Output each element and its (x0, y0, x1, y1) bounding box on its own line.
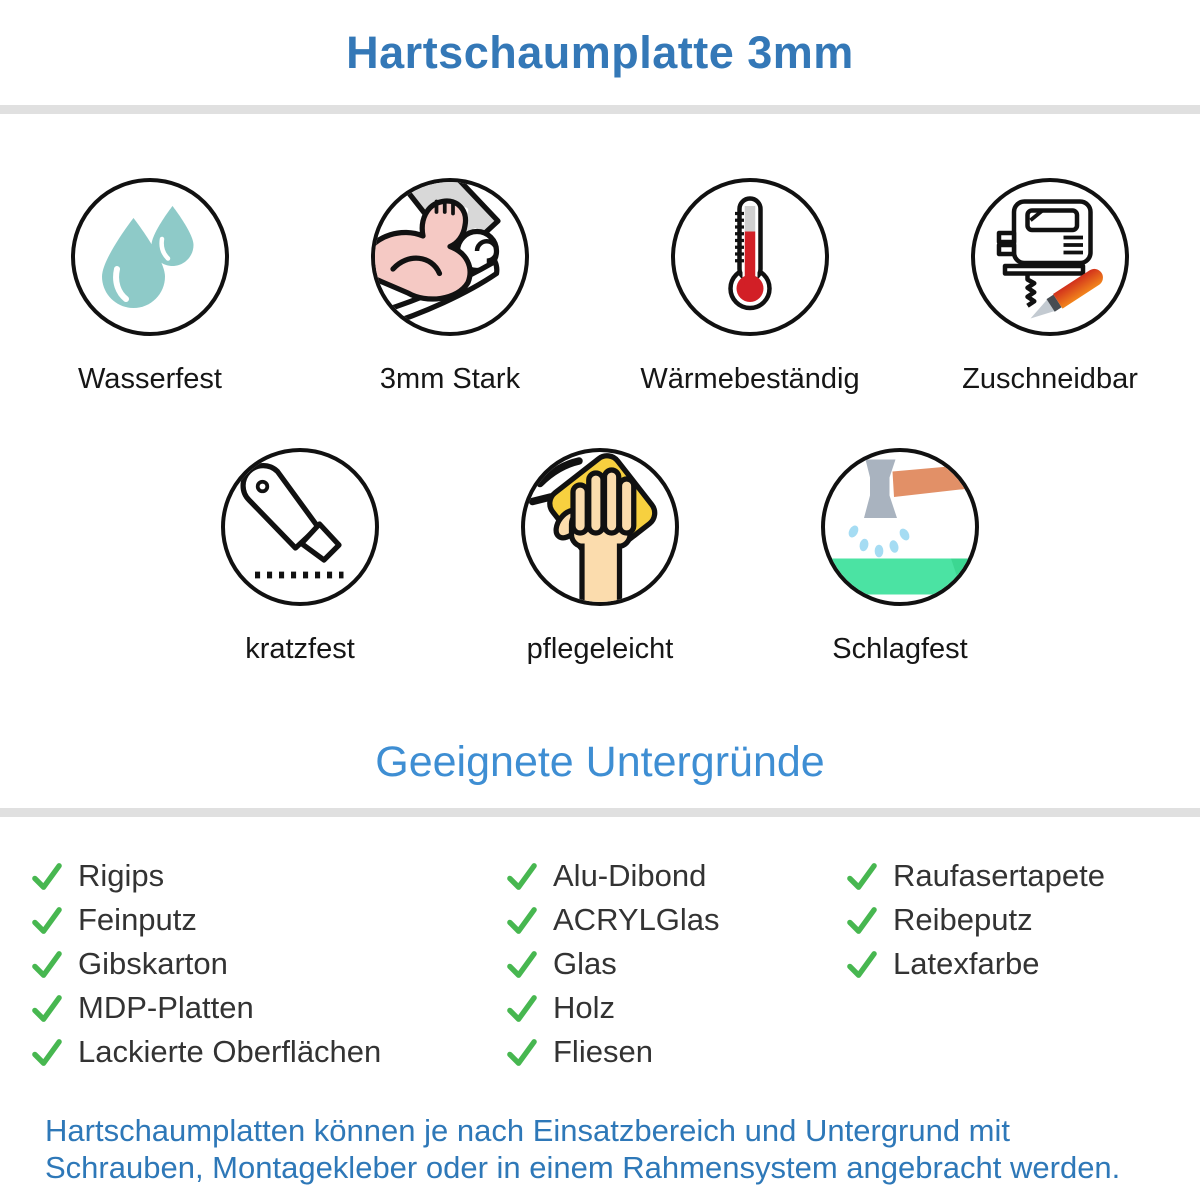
feature-label: 3mm Stark (379, 363, 521, 395)
substrate-label: ACRYLGlas (553, 902, 720, 937)
check-icon (30, 992, 63, 1025)
substrate-label: Raufasertapete (893, 858, 1105, 893)
feature-circle (821, 448, 979, 606)
feature-circle (671, 178, 829, 336)
substrate-item (30, 1030, 505, 1074)
check-icon (845, 948, 878, 981)
substrate-label: Glas (553, 946, 617, 981)
substrate-item (30, 898, 505, 942)
check-icon (505, 860, 538, 893)
page-title: Hartschaumplatte 3mm (346, 27, 854, 78)
substrate-label: Holz (553, 990, 616, 1025)
substrate-item (505, 1030, 845, 1074)
check-icon (505, 992, 538, 1025)
feature-label: pflegeleicht (526, 633, 674, 665)
feature-3mm-stark (300, 178, 600, 396)
substrate-column (30, 854, 505, 1074)
feature-label: Wärmebeständig (640, 363, 860, 395)
substrates-title: Geeignete Untergründe (375, 738, 825, 786)
substrate-label: Gibskarton (78, 946, 228, 981)
feature-schlagfest (790, 448, 1010, 666)
feature-circle (971, 178, 1129, 336)
check-icon (30, 860, 63, 893)
jigsaw-cutter-icon (975, 182, 1125, 332)
substrate-item (845, 942, 1200, 986)
substrates-columns (0, 854, 1200, 1074)
check-icon (30, 1036, 63, 1069)
substrate-item (505, 942, 845, 986)
substrate-label: Latexfarbe (893, 946, 1040, 981)
feature-waermebestaendig (600, 178, 900, 396)
feature-circle (521, 448, 679, 606)
substrate-column (505, 854, 845, 1074)
substrate-label: Rigips (78, 858, 165, 893)
utility-knife-icon (225, 452, 375, 602)
thermometer-icon (675, 182, 825, 332)
substrate-label: Fliesen (553, 1034, 653, 1069)
check-icon (845, 904, 878, 937)
divider (0, 105, 1200, 114)
substrate-item (845, 898, 1200, 942)
substrate-label: Alu-Dibond (553, 858, 707, 893)
check-icon (505, 1036, 538, 1069)
check-icon (845, 860, 878, 893)
substrate-label: Reibeputz (893, 902, 1033, 937)
feature-label: Zuschneidbar (962, 363, 1138, 395)
substrate-item (505, 986, 845, 1030)
substrate-column (845, 854, 1200, 1074)
substrate-item (30, 986, 505, 1030)
features-row-2 (190, 448, 1010, 666)
check-icon (30, 904, 63, 937)
substrate-label: Feinputz (78, 902, 197, 937)
feature-kratzfest (190, 448, 410, 666)
water-drops-icon (75, 182, 225, 332)
feature-label: Wasserfest (78, 363, 222, 395)
feature-circle (221, 448, 379, 606)
substrate-item (845, 854, 1200, 898)
substrate-item (30, 854, 505, 898)
check-icon (30, 948, 63, 981)
footer-note (0, 1112, 1200, 1186)
feature-label: Schlagfest (832, 633, 968, 665)
footer-note-line: Schrauben, Montagekleber oder in einem Rahmensystem angebracht werden. (45, 1150, 1121, 1185)
substrate-item (30, 942, 505, 986)
muscle-arm-icon (375, 182, 525, 332)
check-icon (505, 948, 538, 981)
feature-circle (71, 178, 229, 336)
feature-circle (371, 178, 529, 336)
substrate-label: MDP-Platten (78, 990, 254, 1025)
hand-cloth-icon (525, 452, 675, 602)
feature-wasserfest (0, 178, 300, 396)
features-row-1 (0, 178, 1200, 396)
substrate-label: Lackierte Oberflächen (78, 1034, 382, 1069)
substrate-item (505, 898, 845, 942)
footer-note-line: Hartschaumplatten können je nach Einsatzbereich und Untergrund mit (45, 1113, 1010, 1148)
feature-label: kratzfest (245, 633, 355, 665)
divider (0, 808, 1200, 817)
feature-pflegeleicht (490, 448, 710, 666)
hammer-icon (825, 452, 975, 602)
feature-zuschneidbar (900, 178, 1200, 396)
substrate-item (505, 854, 845, 898)
check-icon (505, 904, 538, 937)
